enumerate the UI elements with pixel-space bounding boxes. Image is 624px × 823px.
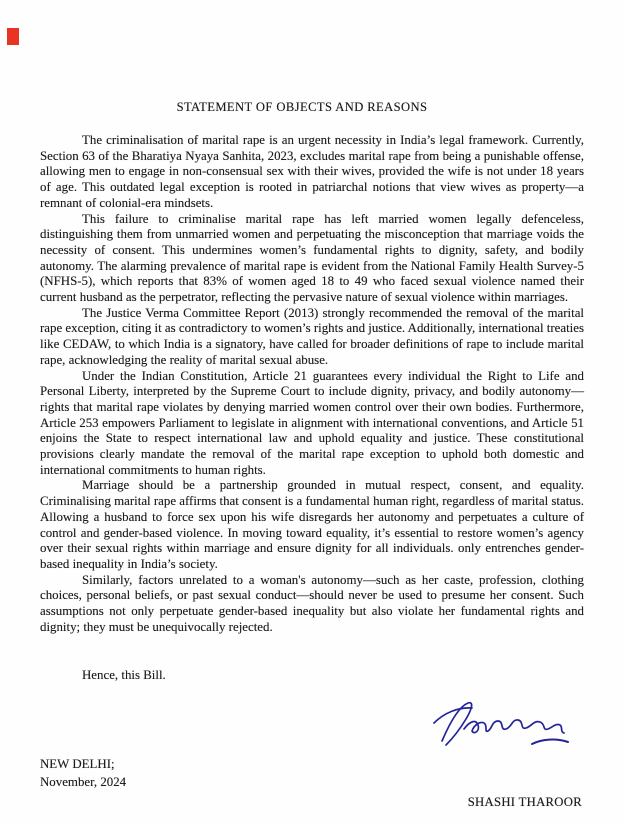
closing-line: Hence, this Bill. [82,668,166,682]
body-paragraph: Similarly, factors unrelated to a woman's autonomy—such as her caste, profession, clothing choices, personal beliefs, or past sexual conduct—should never be used to presume her consent. Such assumptions not only perpetuate gender-based inequality but also violate her fundamental rights and dignity; they must be unequivocally rejected. [40,572,584,634]
body-paragraph: The Justice Verma Committee Report (2013) strongly recommended the removal of the marital rape exception, citing it as contradictory to women’s rights and justice. Additionally, international treaties like CEDAW, to which India is a signatory, have called for broader definitions of rape to include marital rape, acknowledging the reality of marital sexual abuse. [40,305,585,367]
body-paragraph: The criminalisation of marital rape is an urgent necessity in India’s legal framework. Currently, Section 63 of the Bharatiya Nyaya Sanhita, 2023, excludes marital rape from being a punishable offense, allowing men to engage in non-consensual sex with their wives, provided the wife is not under 18 years of age. This outdated legal exception is rooted in patriarchal notions that view wives as property—a remnant of colonial-era mindsets. [40,133,584,210]
body-paragraph: Under the Indian Constitution, Article 21 guarantees every individual the Right to Life and Personal Liberty, interpreted by the Supreme Court to include dignity, privacy, and bodily autonomy—rights that marital rape violates by denying married women control over their own bodies. Furthermore, Article 253 empowers Parliament to legislate in alignment with international conventions, and Article 51 enjoins the State to respect international law and uphold equality and justice. These constitutional provisions clearly mandate the removal of the marital rape exception to uphold both domestic and international commitments to human rights. [40,368,584,477]
signature-image [428,697,576,757]
date-line: November, 2024 [40,774,127,789]
red-corner-marker [7,28,19,45]
body-paragraph: Marriage should be a partnership grounded in mutual respect, consent, and equality. Criminalising marital rape affirms that consent is a fundamental human right, regardless of marital status. Allowing a husband to force sex upon his wife disregards her autonomy and perpetuates a culture of control and gender-based violence. In moving toward equality, it’s essential to restore women’s agency over their sexual rights within marriage and ensure dignity for all individuals. only entrenches gender-based inequality in India’s society. [40,478,584,571]
document-body [40,133,584,636]
signature-ink-icon [428,697,576,757]
document-title: STATEMENT OF OBJECTS AND REASONS [176,100,428,114]
signatory-name: SHASHI THAROOR [467,795,582,809]
place-date-block [40,756,126,791]
place-line: NEW DELHI; [40,757,115,771]
body-paragraph: This failure to criminalise marital rape has left married women legally defenceless, distinguishing them from unmarried women and perpetuating the misconception that marriage voids the necessity of consent. This undermines women’s fundamental rights to dignity, safety, and bodily autonomy. The alarming prevalence of marital rape is evident from the National Family Health Survey-5 (NFHS-5), which reports that 83% of women aged 18 to 49 who faced sexual violence named their current husband as the perpetrator, reflecting the pervasive nature of sexual violence within marriages. [40,211,584,305]
